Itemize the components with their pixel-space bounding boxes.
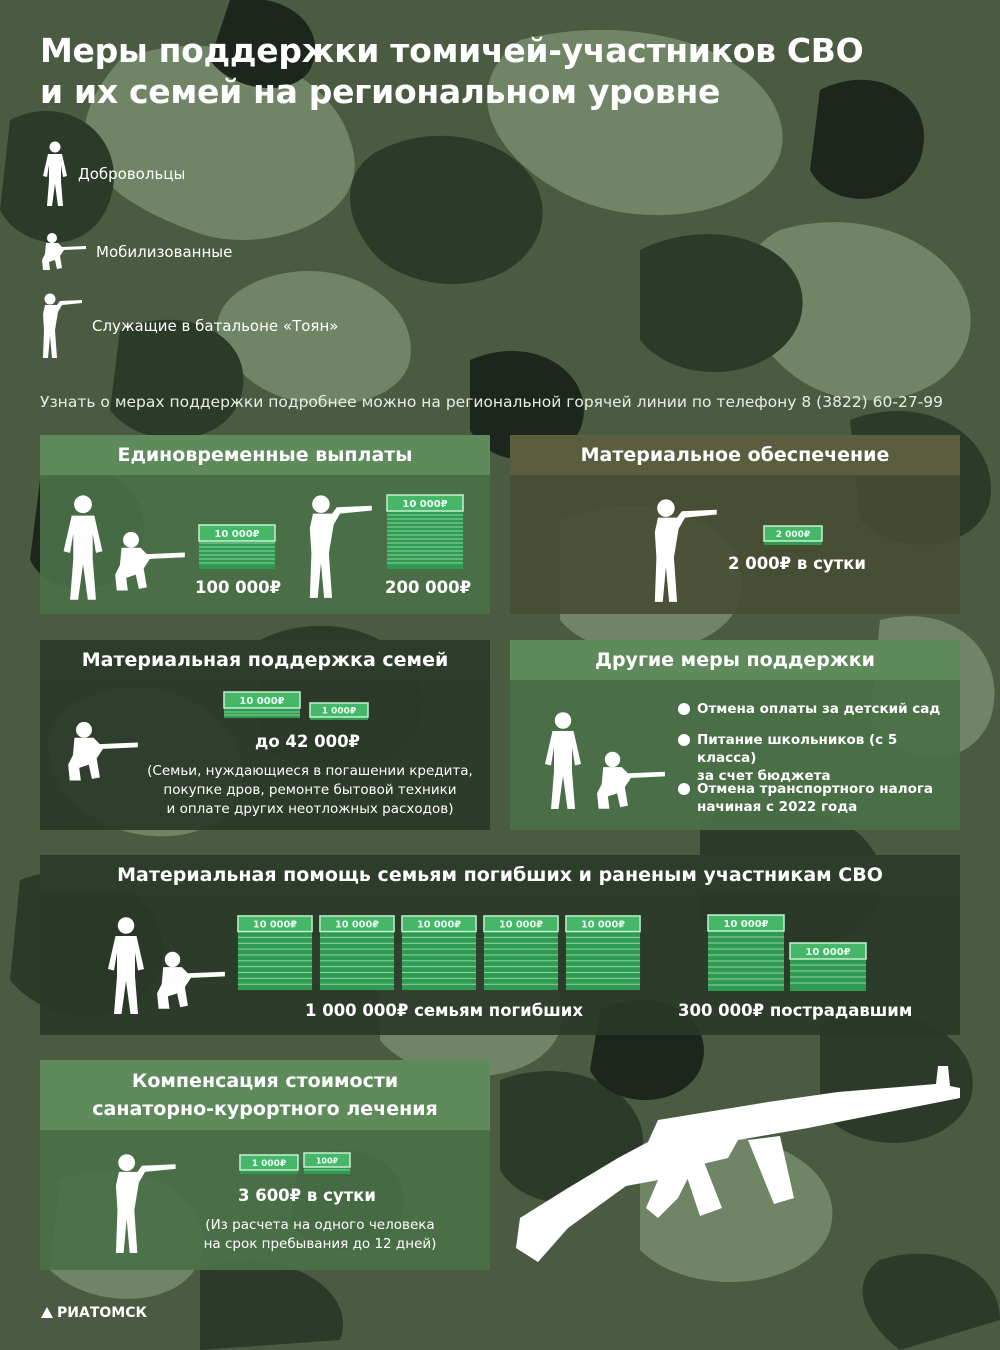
kneeling-soldier-icon xyxy=(40,232,88,272)
amount-3600-per-day: 3 600₽ в сутки xyxy=(238,1186,376,1205)
banknote-icon xyxy=(302,1150,352,1176)
card-family-support-title: Материальная поддержка семей xyxy=(40,640,490,680)
standing-rifleman-icon xyxy=(305,493,375,601)
logo-mark-icon xyxy=(40,1306,54,1320)
card-sanatorium xyxy=(40,1060,490,1270)
banknote-label: 10 000₽ xyxy=(723,919,769,930)
measure-line: начиная с 2022 года xyxy=(697,799,858,815)
money-stack-tall-icon xyxy=(482,913,560,993)
money-stack-tall-icon xyxy=(236,913,314,993)
card-one-time-body xyxy=(40,475,490,614)
amount-dead-families: 1 000 000₽ семьям погибших xyxy=(305,1001,583,1020)
standing-rifleman-icon xyxy=(650,497,720,605)
card-family-support xyxy=(40,640,490,830)
banknote-label: 10 000₽ xyxy=(805,947,851,958)
card-material-supply-body xyxy=(510,475,960,614)
amount-200000: 200 000₽ xyxy=(385,578,472,597)
banknote-label: 1 000₽ xyxy=(251,1159,287,1169)
money-stack-tall-icon xyxy=(706,913,786,993)
banknote-label: 10 000₽ xyxy=(416,919,462,931)
note-line: на срок пребывания до 12 дней) xyxy=(203,1236,437,1252)
money-stack-tall-icon xyxy=(564,913,642,993)
card-sanatorium-body xyxy=(40,1130,490,1270)
banknote-icon xyxy=(238,1152,300,1176)
measure-item xyxy=(678,700,948,718)
card-casualty-aid-body xyxy=(40,895,960,1035)
note-line: (Семьи, нуждающиеся в погашении кредита, xyxy=(147,763,473,779)
amount-up-to-42000: до 42 000₽ xyxy=(255,732,361,751)
amount-2000-per-day: 2 000₽ в сутки xyxy=(728,554,866,573)
title-line-2: и их семей на региональном уровне xyxy=(40,72,721,111)
card-other-measures xyxy=(510,640,960,830)
amount-wounded: 300 000₽ пострадавшим xyxy=(678,1001,913,1020)
measure-item xyxy=(678,780,948,816)
card-sanatorium-title xyxy=(40,1060,490,1130)
logo-text: РИАТОМСК xyxy=(57,1305,147,1321)
card-casualty-aid xyxy=(40,855,960,1035)
money-stack-tall-icon xyxy=(400,913,478,993)
card-material-supply-title: Материальное обеспечение xyxy=(510,435,960,475)
ria-tomsk-logo xyxy=(40,1305,147,1321)
card-casualty-aid-title: Материальная помощь семьям погибших и раненым участникам СВО xyxy=(40,855,960,895)
banknote-label: 10 000₽ xyxy=(580,919,626,931)
note-line: покупке дров, ремонте бытовой техники xyxy=(163,782,457,798)
measure-line: Отмена транспортного налога xyxy=(697,781,934,797)
kneeling-soldier-icon xyxy=(112,530,188,594)
banknote-label: 100₽ xyxy=(315,1156,339,1166)
banknote-icon xyxy=(762,523,824,547)
bullet-icon xyxy=(678,783,690,795)
measure-line: Отмена оплаты за детский сад xyxy=(697,701,941,717)
card-other-measures-body xyxy=(510,680,960,830)
bullet-icon xyxy=(678,703,690,715)
legend-mobilized-label: Мобилизованные xyxy=(96,243,233,261)
banknote-label: 10 000₽ xyxy=(214,529,260,540)
banknote-stack-icon xyxy=(222,690,302,720)
money-stack-icon xyxy=(788,941,868,993)
banknote-label: 10 000₽ xyxy=(402,499,448,510)
page-title xyxy=(40,30,863,112)
banknote-label: 10 000₽ xyxy=(252,919,298,931)
banknote-label: 2 000₽ xyxy=(775,530,811,540)
banknote-label: 10 000₽ xyxy=(239,696,285,707)
standing-rifleman-icon xyxy=(40,292,84,360)
kneeling-soldier-icon xyxy=(65,720,141,784)
volunteer-figure-icon xyxy=(40,140,70,208)
card-one-time-title: Единовременные выплаты xyxy=(40,435,490,475)
money-stacks-dead xyxy=(236,913,646,993)
volunteer-figure-icon xyxy=(102,915,150,1017)
card-other-measures-title: Другие меры поддержки xyxy=(510,640,960,680)
rifle-silhouette-icon xyxy=(508,1058,964,1268)
banknote-label: 10 000₽ xyxy=(334,919,380,931)
card-material-supply xyxy=(510,435,960,614)
banknote-label: 1 000₽ xyxy=(321,706,357,717)
bullet-icon xyxy=(678,734,690,746)
card-one-time-payments xyxy=(40,435,490,614)
legend-volunteers-label: Добровольцы xyxy=(78,165,186,183)
measure-item xyxy=(678,731,948,785)
money-stack-tall-icon xyxy=(318,913,396,993)
card-family-support-body xyxy=(40,680,490,830)
family-support-note xyxy=(140,762,480,819)
note-line: и оплате других неотложных расходов) xyxy=(166,801,454,817)
title-line-1: Меры поддержки томичей-участников СВО xyxy=(40,31,864,70)
measure-line: Питание школьников (с 5 класса) xyxy=(697,732,898,766)
sanatorium-note xyxy=(170,1216,470,1254)
money-stack-icon xyxy=(197,523,277,571)
legend-mobilized xyxy=(40,232,232,272)
banknote-icon xyxy=(308,700,370,722)
banknote-label: 10 000₽ xyxy=(498,919,544,931)
money-stack-tall-icon xyxy=(385,493,465,571)
card-sanatorium-title-line: Компенсация стоимости xyxy=(131,1070,399,1092)
legend-volunteers xyxy=(40,140,185,208)
volunteer-figure-icon xyxy=(540,710,586,812)
kneeling-soldier-icon xyxy=(154,950,228,1012)
legend-toyan-label: Служащие в батальоне «Тоян» xyxy=(92,317,339,335)
note-line: (Из расчета на одного человека xyxy=(205,1217,435,1233)
amount-100000: 100 000₽ xyxy=(195,578,282,597)
kneeling-soldier-icon xyxy=(594,750,668,812)
measure-line: за счет бюджета xyxy=(697,768,831,784)
legend-toyan xyxy=(40,292,338,360)
volunteer-figure-icon xyxy=(58,493,108,603)
hotline-text: Узнать о мерах поддержки подробнее можно на региональной горячей линии по телефону 8 (3822) 60-27-99 xyxy=(40,393,944,411)
card-sanatorium-title-line: санаторно-курортного лечения xyxy=(92,1098,438,1120)
